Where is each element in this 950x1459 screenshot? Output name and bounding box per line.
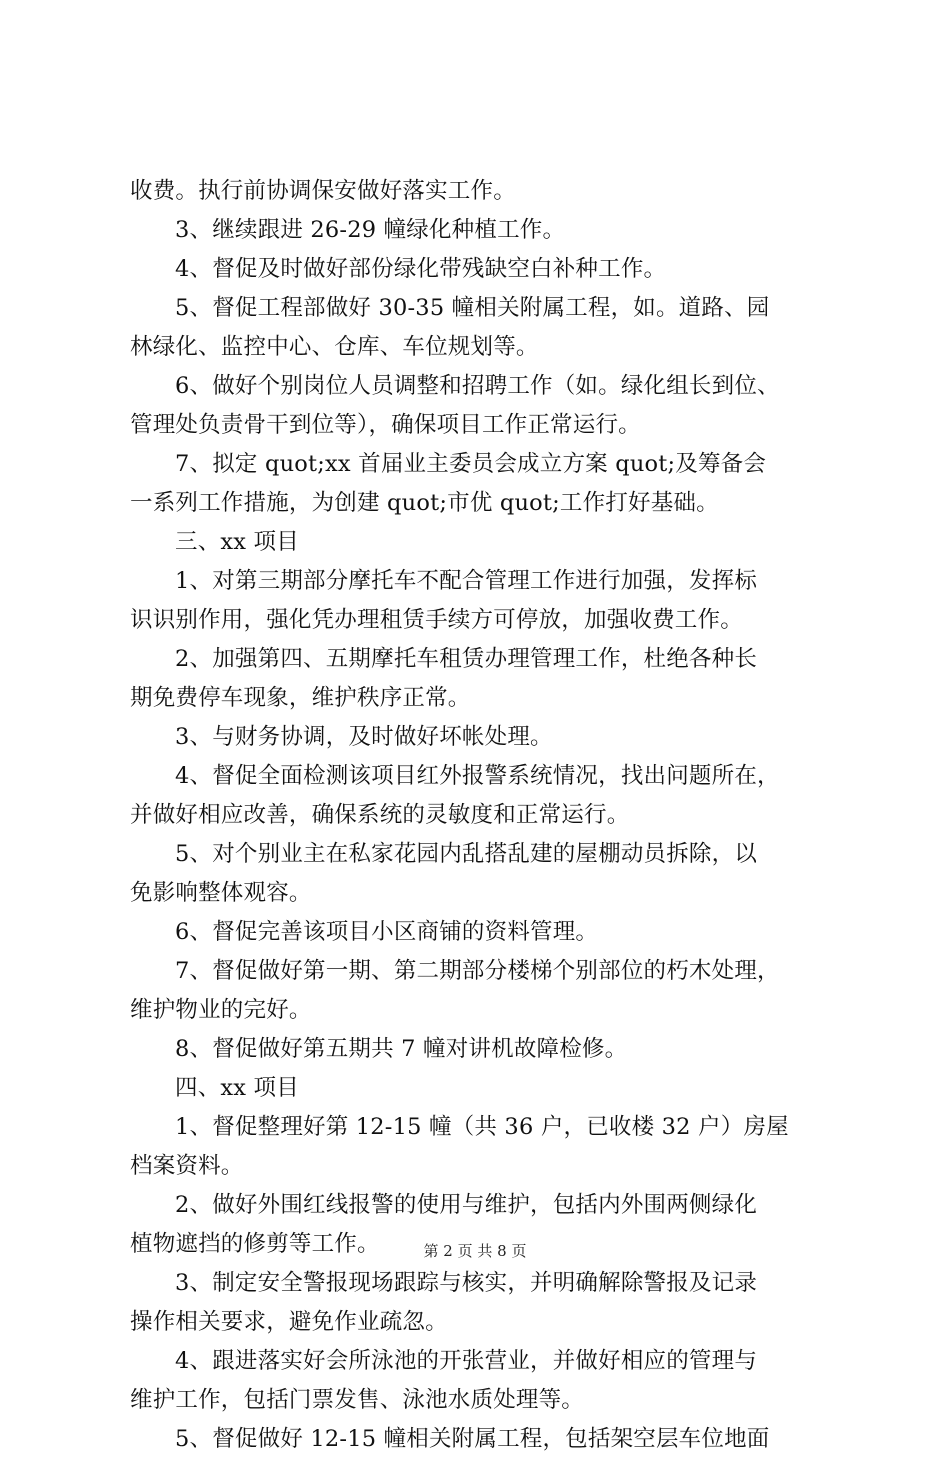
- text-line: 林绿化、监控中心、仓库、车位规划等。: [130, 334, 539, 360]
- text-line: 5、督促做好 12-15 幢相关附属工程，包括架空层车位地面: [175, 1426, 770, 1452]
- text-line: 一系列工作措施，为创建 quot;市优 quot;工作打好基础。: [130, 490, 719, 516]
- text-line: 免影响整体观容。: [130, 880, 312, 906]
- text-line: 4、督促及时做好部份绿化带残缺空白补种工作。: [175, 256, 667, 282]
- text-line: 7、督促做好第一期、第二期部分楼梯个别部位的朽木处理，: [175, 958, 780, 984]
- text-line: 1、对第三期部分摩托车不配合管理工作进行加强，发挥标: [175, 568, 758, 594]
- text-line: 档案资料。: [130, 1153, 244, 1179]
- text-line: 四、xx 项目: [175, 1075, 299, 1101]
- text-line: 8、督促做好第五期共 7 幢对讲机故障检修。: [175, 1036, 628, 1062]
- text-line: 期免费停车现象，维护秩序正常。: [130, 685, 471, 711]
- document-body: [130, 172, 836, 1459]
- text-line: 维护物业的完好。: [130, 997, 312, 1023]
- text-line: 5、督促工程部做好 30-35 幢相关附属工程，如。道路、园: [175, 295, 770, 321]
- text-line: 6、做好个别岗位人员调整和招聘工作（如。绿化组长到位、: [175, 373, 780, 399]
- text-line: 6、督促完善该项目小区商铺的资料管理。: [175, 919, 599, 945]
- text-line: 管理处负责骨干到位等），确保项目工作正常运行。: [130, 412, 641, 438]
- text-line: 并做好相应改善，确保系统的灵敏度和正常运行。: [130, 802, 630, 828]
- text-line: 2、加强第四、五期摩托车租赁办理管理工作，杜绝各种长: [175, 646, 758, 672]
- text-line: 2、做好外围红线报警的使用与维护，包括内外围两侧绿化: [175, 1192, 758, 1218]
- text-line: 维护工作，包括门票发售、泳池水质处理等。: [130, 1387, 585, 1413]
- text-line: 操作相关要求，避免作业疏忽。: [130, 1309, 448, 1335]
- text-line: 植物遮挡的修剪等工作。: [130, 1231, 380, 1257]
- text-line: 识识别作用，强化凭办理租赁手续方可停放，加强收费工作。: [130, 607, 743, 633]
- text-line: 1、督促整理好第 12-15 幢（共 36 户，已收楼 32 户）房屋: [175, 1114, 789, 1140]
- text-line: 5、对个别业主在私家花园内乱搭乱建的屋棚动员拆除，以: [175, 841, 758, 867]
- text-line: 4、跟进落实好会所泳池的开张营业，并做好相应的管理与: [175, 1348, 758, 1374]
- text-line: 3、制定安全警报现场跟踪与核实，并明确解除警报及记录: [175, 1270, 758, 1296]
- text-line: 三、xx 项目: [175, 529, 299, 555]
- text-line: 7、拟定 quot;xx 首届业主委员会成立方案 quot;及筹备会: [175, 451, 767, 477]
- page-footer: 第 2 页 共 8 页: [423, 1242, 527, 1260]
- text-line: 3、与财务协调，及时做好坏帐处理。: [175, 724, 553, 750]
- text-line: 4、督促全面检测该项目红外报警系统情况，找出问题所在，: [175, 763, 780, 789]
- text-line: 收费。执行前协调保安做好落实工作。: [130, 178, 516, 204]
- text-line: 3、继续跟进 26-29 幢绿化种植工作。: [175, 217, 566, 243]
